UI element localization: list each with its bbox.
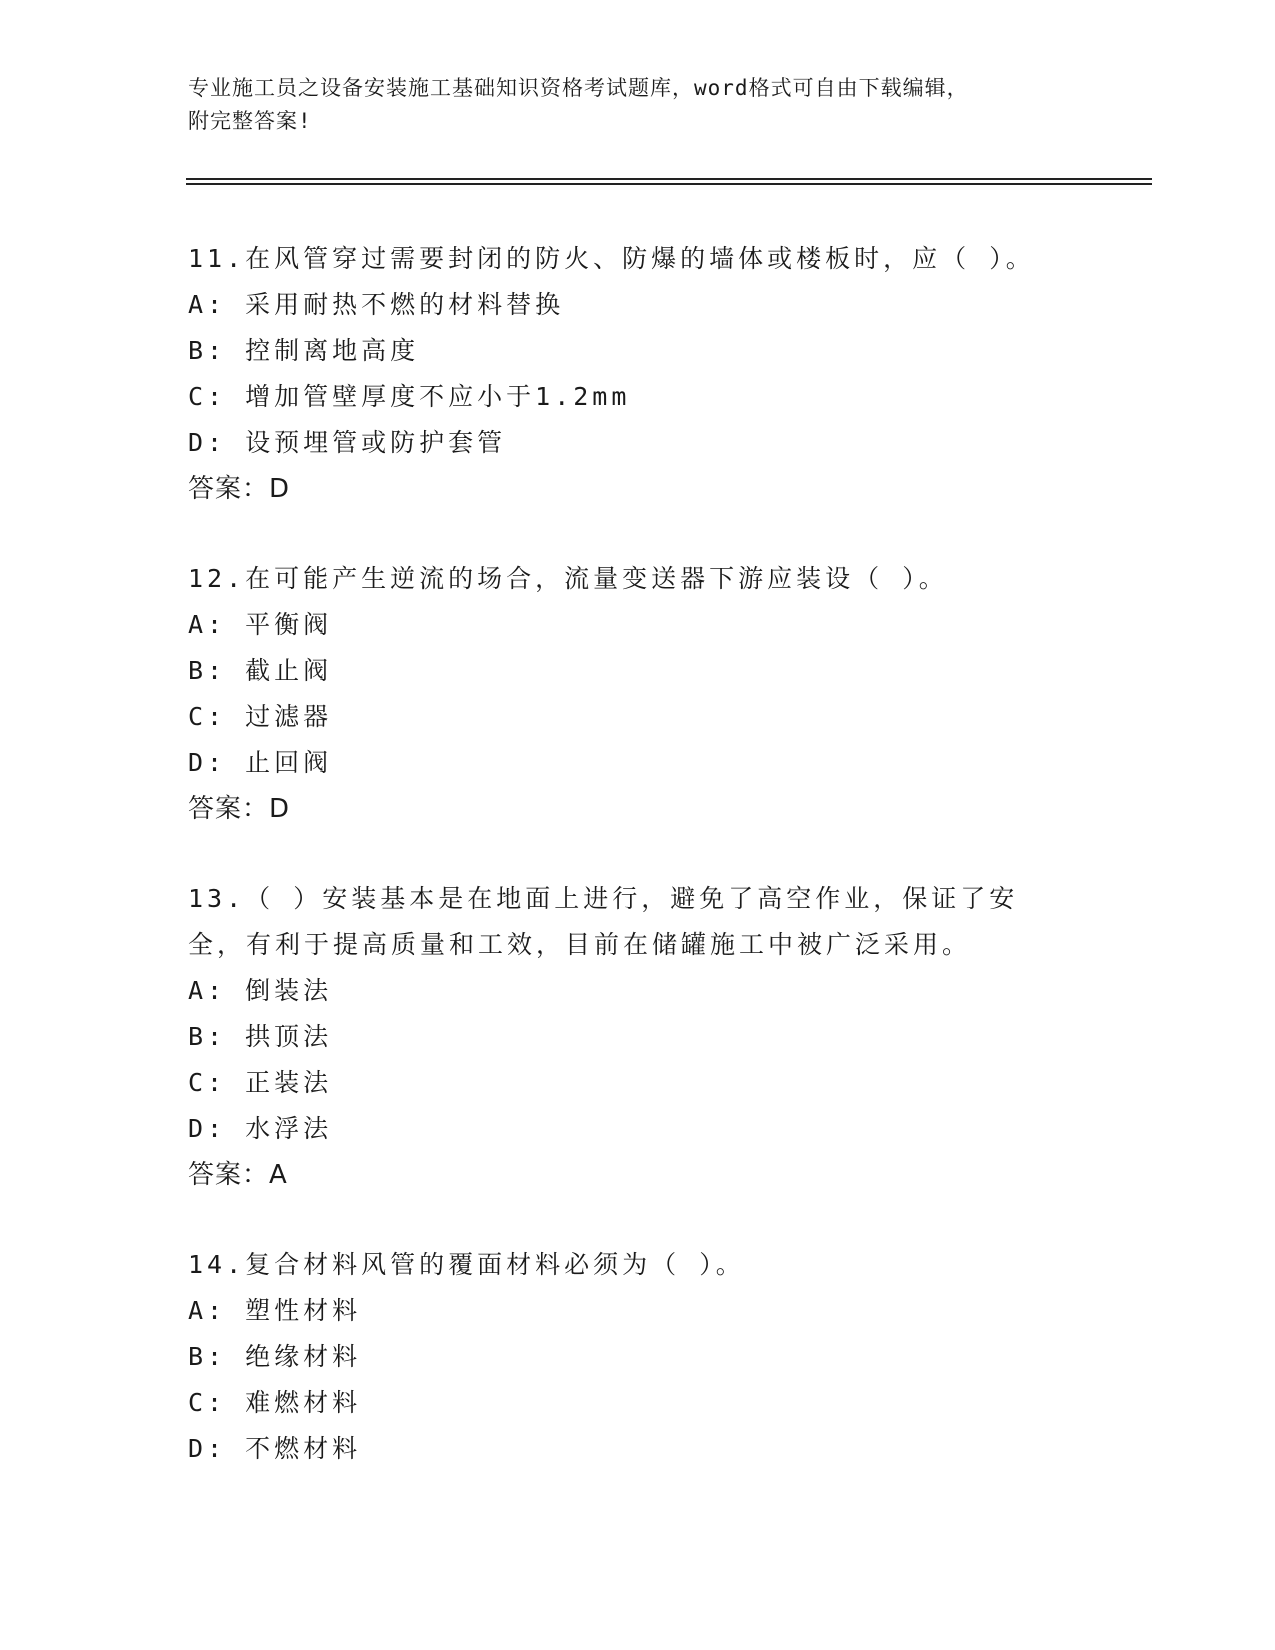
question-14 <box>188 1242 1088 1472</box>
header-line-1: 专业施工员之设备安装施工基础知识资格考试题库，word格式可自由下载编辑， <box>188 76 969 100</box>
option-a: A: 采用耐热不燃的材料替换 <box>188 290 565 319</box>
question-stem: 14.复合材料风管的覆面材料必须为（ ）。 <box>188 1250 745 1279</box>
header-divider-top <box>186 178 1152 180</box>
question-stem: 12.在可能产生逆流的场合，流量变送器下游应装设（ ）。 <box>188 564 948 593</box>
answer-line: 答案：D <box>188 474 291 504</box>
document-header <box>188 72 1088 138</box>
option-c: C: 过滤器 <box>188 702 333 731</box>
question-12 <box>188 556 1088 832</box>
option-d: D: 止回阀 <box>188 748 333 777</box>
answer-line: 答案：A <box>188 1160 288 1190</box>
option-d: D: 不燃材料 <box>188 1434 362 1463</box>
option-d: D: 设预埋管或防护套管 <box>188 428 507 457</box>
question-11 <box>188 236 1088 512</box>
header-line-2: 附完整答案! <box>188 109 312 133</box>
option-c: C: 正装法 <box>188 1068 333 1097</box>
question-13 <box>188 876 1088 1198</box>
header-divider-bottom <box>186 183 1152 185</box>
answer-line: 答案：D <box>188 794 291 824</box>
option-c: C: 难燃材料 <box>188 1388 362 1417</box>
option-a: A: 塑性材料 <box>188 1296 362 1325</box>
option-a: A: 平衡阀 <box>188 610 333 639</box>
question-list <box>188 236 1088 1472</box>
question-stem: 11.在风管穿过需要封闭的防火、防爆的墙体或楼板时，应（ ）。 <box>188 244 1035 273</box>
option-b: B: 控制离地高度 <box>188 336 420 365</box>
option-b: B: 截止阀 <box>188 656 333 685</box>
option-b: B: 拱顶法 <box>188 1022 333 1051</box>
option-a: A: 倒装法 <box>188 976 333 1005</box>
option-b: B: 绝缘材料 <box>188 1342 362 1371</box>
question-stem: 13.（ ）安装基本是在地面上进行，避免了高空作业，保证了安全，有利于提高质量和工效，目前在储罐施工中被广泛采用。 <box>188 884 1019 959</box>
option-d: D: 水浮法 <box>188 1114 333 1143</box>
option-c: C: 增加管壁厚度不应小于1.2mm <box>188 382 631 411</box>
